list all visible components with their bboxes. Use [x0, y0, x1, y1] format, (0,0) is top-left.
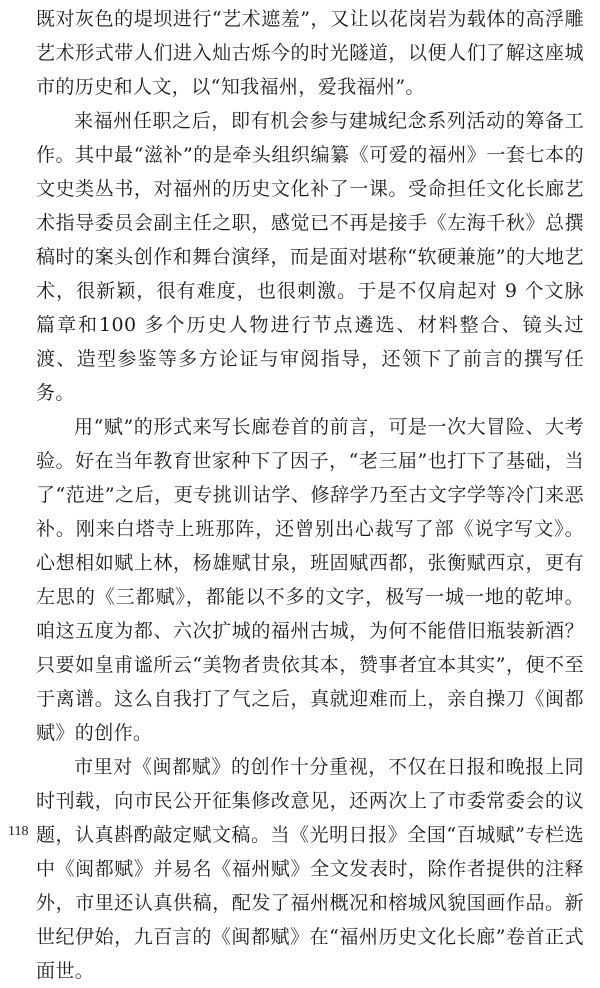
paragraph-fuzhou-appointment: 来福州任职之后，即有机会参与建城纪念系列活动的筹备工作。其中最“滋补”的是牵头组织编纂《可爱的福州》一套七本的文史类丛书，对福州的历史文化补了一课。受命担任文化长廊艺术指导委员会副主任之职，感觉已不再是接手《左海千秋》总撰稿时的案头创作和舞台演绎，而是面对堪称“软硬兼施”的大地艺术，很新颖，很有难度，也很刺激。于是不仅肩起对 9 个文脉篇章和100 多个历史人物进行节点遴选、材料整合、镜头过渡、造型参鉴等多方论证与审阅指导，还领下了前言的撰写任务。 — [36, 110, 584, 404]
paragraph-continuation: 既对灰色的堤坝进行“艺术遮羞”，又让以花岗岩为载体的高浮雕艺术形式带人们进入灿古烁今的时光隧道，以便人们了解这座城市的历史和人文，以“知我福州，爱我福州”。 — [36, 8, 584, 98]
page-number: 118 — [8, 824, 29, 839]
paragraph-fu-writing: 用“赋”的形式来写长廊卷首的前言，可是一次大冒险、大考验。好在当年教育世家种下了因子，“老三届”也打下了基础，当了“范进”之后，更专挑训诂学、修辞学乃至古文字学等冷门来恶补。刚来白塔寺上班那阵，还曾别出心裁写了部《说字写文》。心想相如赋上林，杨雄赋甘泉，班固赋西都，张衡赋西京，更有左思的《三都赋》，都能以不多的文字，极写一城一地的乾坤。咱这五度为都、六次扩城的福州古城，为何不能借旧瓶装新酒？只要如皇甫谧所云“美物者贵依其本，赞事者宜本其实”，便不至于离谱。这么自我打了气之后，真就迎难而上，亲自操刀《闽都赋》的创作。 — [36, 416, 584, 744]
page-text-body — [36, 2, 584, 988]
paragraph-minduf-publication: 市里对《闽都赋》的创作十分重视，不仅在日报和晚报上同时刊载，向市民公开征集修改意见，还两次上了市委常委会的议题，认真斟酌敲定赋文稿。当《光明日报》全国“百城赋”专栏选中《闽都赋》并易名《福州赋》全文发表时，除作者提供的注释外，市里还认真供稿，配发了福州概况和榕城风貌国画作品。新世纪伊始，九百言的《闽都赋》在“福州历史文化长廊”卷首正式面世。 — [36, 756, 584, 982]
